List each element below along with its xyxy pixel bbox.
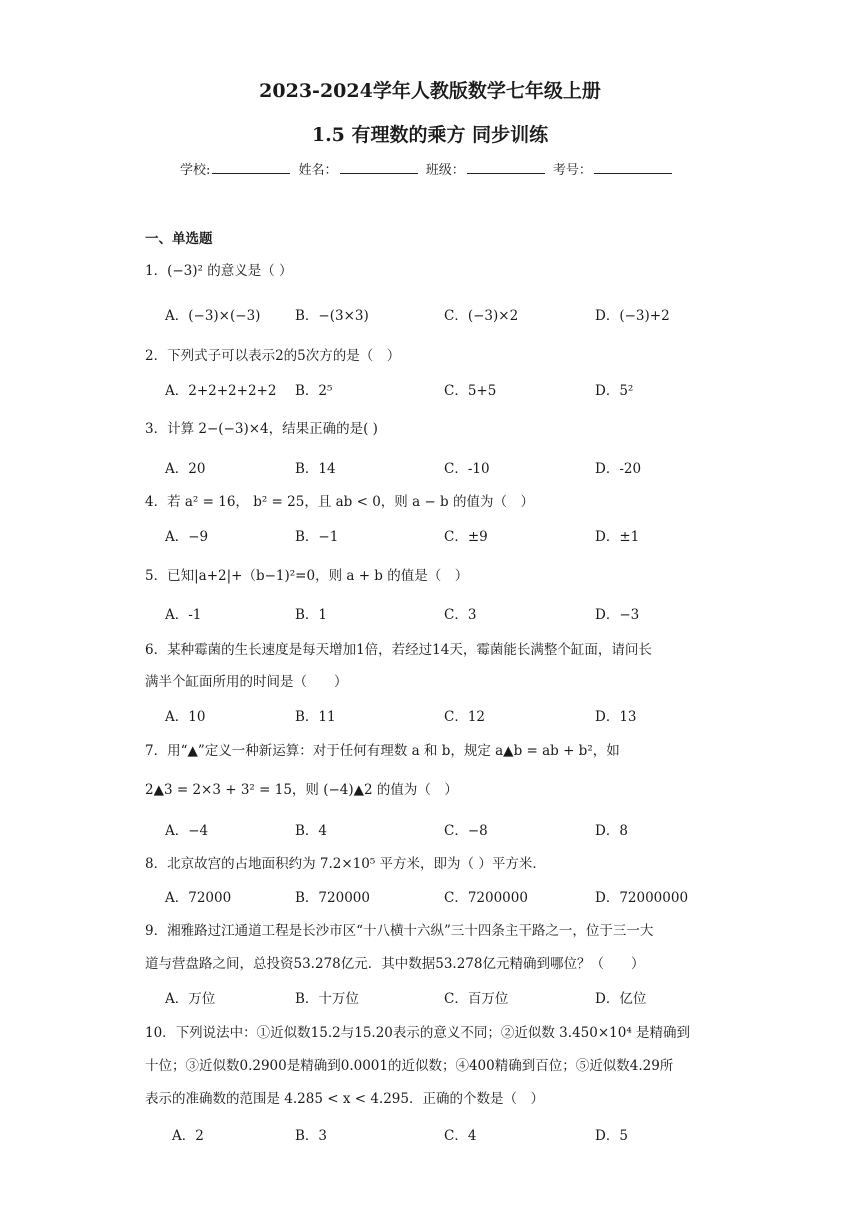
q5-option-c: C．3 [444,607,477,623]
page-title: 2023-2024学年人教版数学七年级上册 [259,80,601,102]
question-10-line-1: 10．下列说法中：①近似数15.2与15.20表示的意义不同；②近似数 3.450×10⁴ 是精确到 [145,1025,691,1041]
q7-option-d: D．8 [595,823,628,839]
q8-option-c: C．7200000 [444,890,528,906]
class-label: 班级： [425,163,465,178]
exam-no-blank [594,161,672,174]
q6-option-d: D．13 [595,709,637,725]
q5-option-a: A．-1 [165,607,202,623]
section-title: 一、单选题 [145,231,213,247]
q1-option-b: B．−(3×3) [295,308,369,324]
question-10-line-3: 表示的准确数的范围是 4.285 < x < 4.295．正确的个数是（ ） [145,1091,544,1107]
q2-option-b: B．2⁵ [295,383,333,399]
q3-option-c: C．-10 [444,461,490,477]
school-label: 学校: [180,163,211,178]
q4-option-a: A．−9 [165,529,209,545]
question-10-line-2: 十位；③近似数0.2900是精确到0.0001的近似数；④400精确到百位；⑤近似数4.29所 [145,1058,674,1074]
q2-option-d: D．5² [595,383,634,399]
q3-option-b: B．14 [295,461,336,477]
q4-option-d: D．±1 [595,529,640,545]
question-6-line-1: 6．某种霉菌的生长速度是每天增加1倍，若经过14天，霉菌能长满整个缸面，请问长 [145,642,652,658]
question-9-line-1: 9．湘雅路过江通道工程是长沙市区“十八横十六纵”三十四条主干路之一，位于三一大 [145,923,654,939]
question-7-line-1: 7．用“▲”定义一种新运算：对于任何有理数 a 和 b，规定 a▲b = ab + b²，如 [145,743,620,759]
question-2: 2．下列式子可以表示2的5次方的是（ ） [145,348,401,364]
q1-option-d: D．(−3)+2 [595,308,670,324]
question-8: 8．北京故宫的占地面积约为 7.2×10⁵ 平方米，即为（ ）平方米． [145,856,546,872]
question-5: 5．已知|a+2|+（b−1)²=0，则 a + b 的值是（ ） [145,568,469,584]
q4-option-b: B．−1 [295,529,339,545]
q6-option-a: A．10 [165,709,206,725]
exam-no-label: 考号： [552,163,592,178]
q10-option-c: C．4 [444,1128,477,1144]
q9-option-d: D．亿位 [595,991,647,1007]
q5-option-b: B．1 [295,607,328,623]
page-subtitle: 1.5 有理数的乘方 同步训练 [311,124,549,146]
q9-option-c: C．百万位 [444,991,509,1007]
q6-option-c: C．12 [444,709,486,725]
q3-option-a: A．20 [165,461,206,477]
q9-option-b: B．十万位 [295,991,359,1007]
name-blank [340,161,418,174]
q1-option-c: C．(−3)×2 [444,308,519,324]
q10-option-b: B．3 [295,1128,328,1144]
q2-option-a: A．2+2+2+2+2 [165,383,277,399]
q7-option-c: C．−8 [444,823,488,839]
q10-option-d: D．5 [595,1128,628,1144]
question-7-line-2: 2▲3 = 2×3 + 3² = 15，则 (−4)▲2 的值为（ ） [145,782,458,798]
q7-option-b: B．4 [295,823,328,839]
question-6-line-2: 满半个缸面所用的时间是（ ） [145,674,348,690]
q3-option-d: D．-20 [595,461,642,477]
q9-option-a: A．万位 [165,991,216,1007]
q1-option-a: A．(−3)×(−3) [165,308,261,324]
class-blank [467,161,545,174]
q7-option-a: A．−4 [165,823,209,839]
q5-option-d: D．−3 [595,607,640,623]
q6-option-b: B．11 [295,709,336,725]
school-blank [212,161,290,174]
q8-option-d: D．72000000 [595,890,689,906]
question-1: 1．(−3)² 的意义是（ ） [145,263,293,279]
q8-option-a: A．72000 [165,890,232,906]
q10-option-a: A．2 [172,1128,204,1144]
question-9-line-2: 道与营盘路之间，总投资53.278亿元．其中数据53.278亿元精确到哪位？（ ） [145,956,645,972]
question-4: 4．若 a² = 16， b² = 25，且 ab < 0，则 a − b 的值为（ ） [145,494,534,510]
student-info-line [180,159,676,178]
q2-option-c: C．5+5 [444,383,497,399]
name-label: 姓名： [298,163,338,178]
q8-option-b: B．720000 [295,890,370,906]
q4-option-c: C．±9 [444,529,488,545]
question-3: 3．计算 2−(−3)×4，结果正确的是( ) [145,421,378,437]
